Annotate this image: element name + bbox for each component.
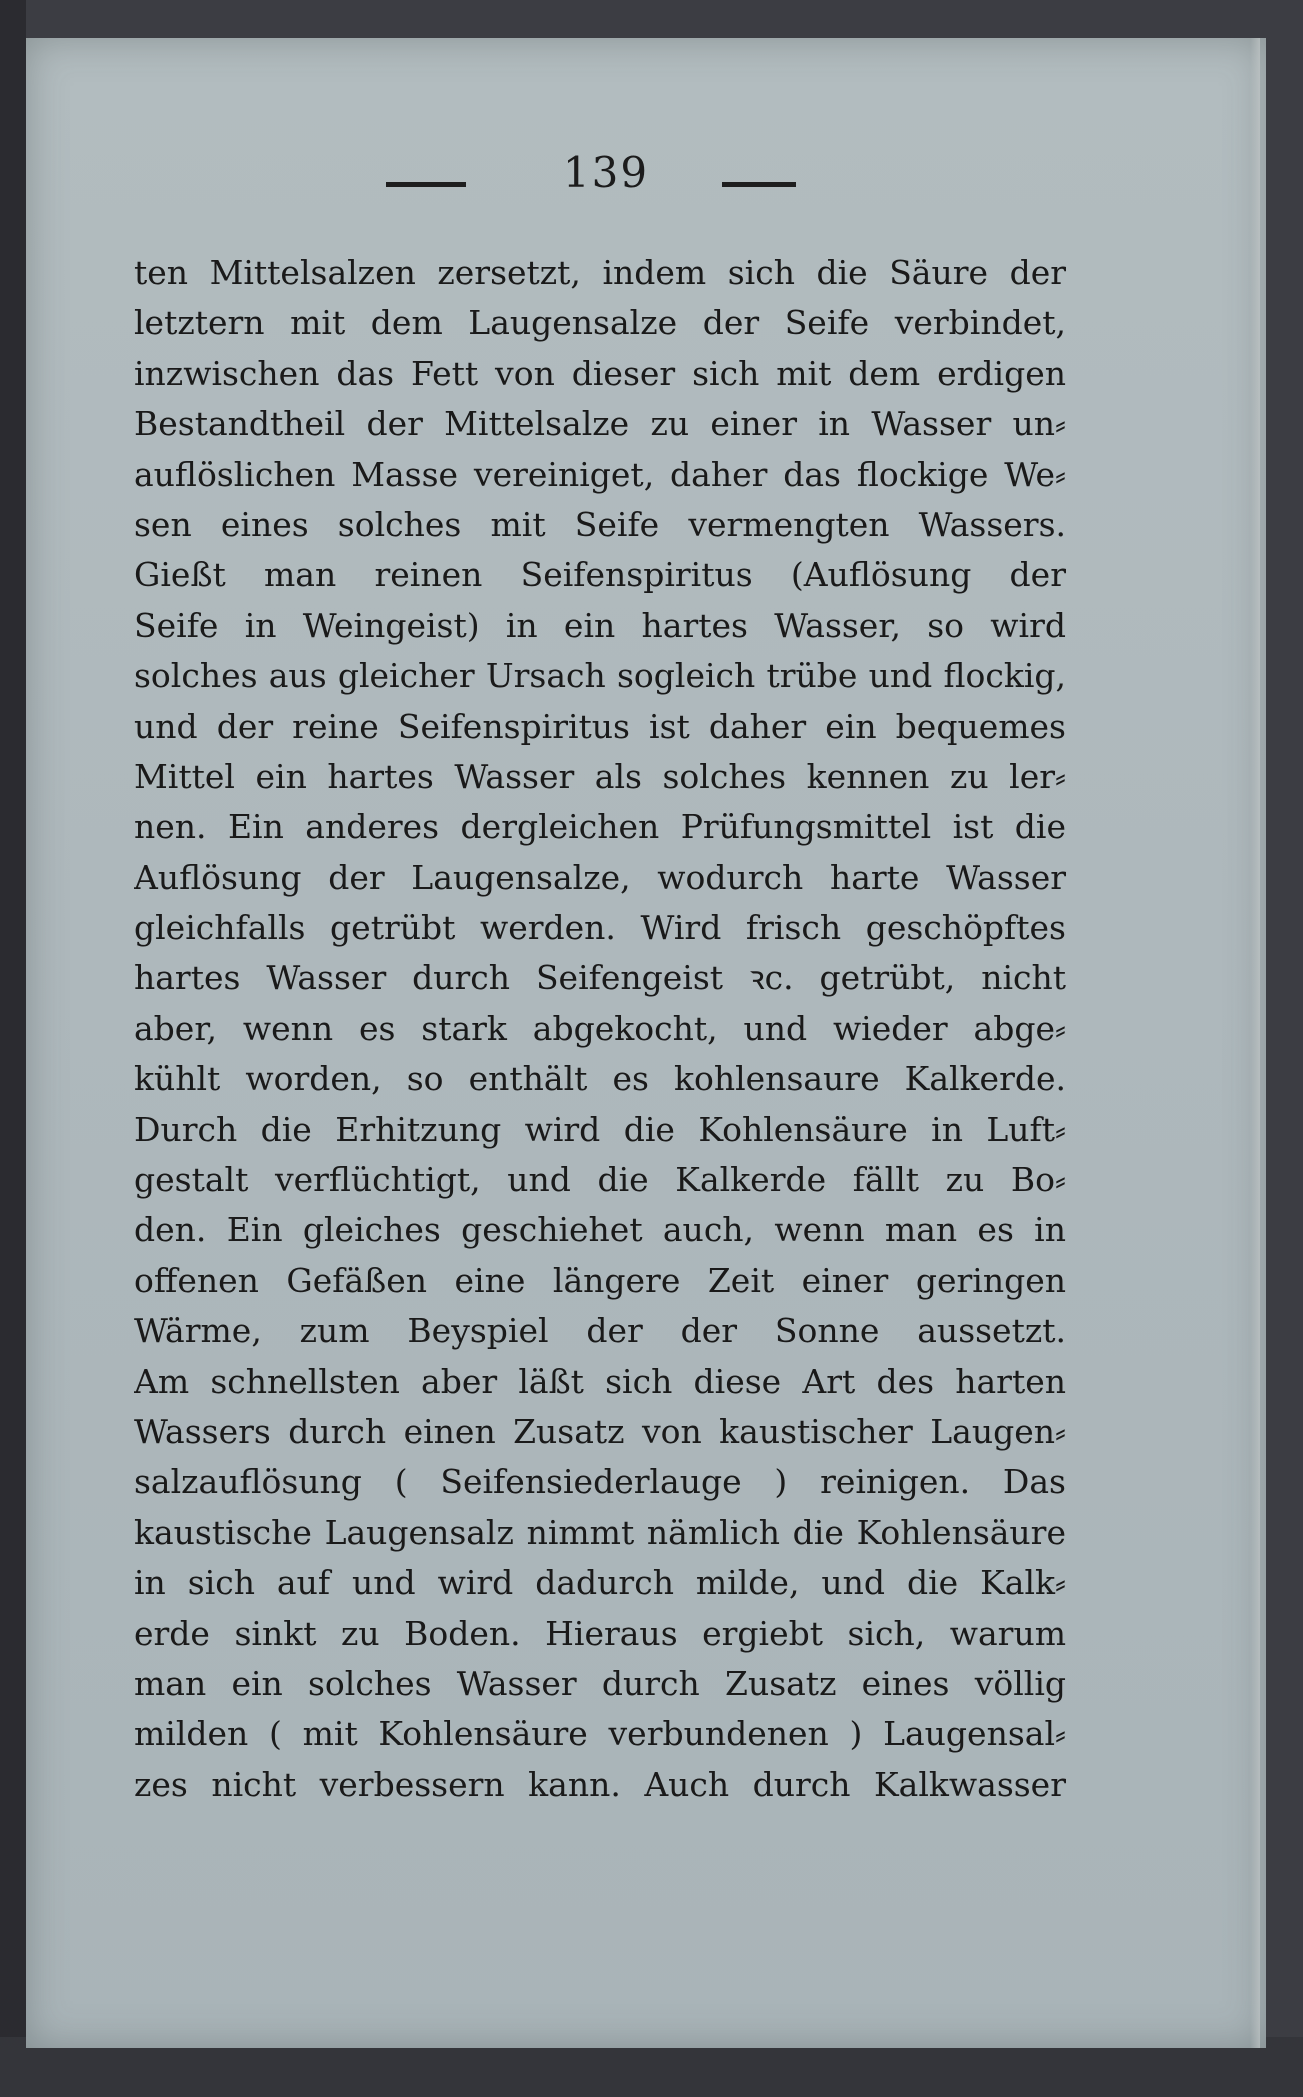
text-line: Bestandtheil der Mittelsalze zu einer in Wasser un⸗	[134, 404, 1066, 444]
text-line: auflöslichen Masse vereiniget, daher das flockige We⸗	[134, 454, 1066, 494]
text-line: gestalt verflüchtigt, und die Kalkerde fällt zu Bo⸗	[134, 1160, 1066, 1200]
text-line: Gießt man reinen Seifenspiritus (Auflösung der	[134, 555, 1066, 595]
book-spine	[0, 0, 26, 2097]
page-header	[26, 148, 1266, 218]
text-line: Am schnellsten aber läßt sich diese Art des harten	[134, 1361, 1066, 1401]
page-edge	[1250, 38, 1260, 2048]
body-text	[134, 248, 1066, 1810]
text-line: milden ( mit Kohlensäure verbundenen ) Laugensal⸗	[134, 1714, 1066, 1754]
text-line: Wärme, zum Beyspiel der der Sonne aussetzt.	[134, 1311, 1066, 1351]
text-line: sen eines solches mit Seife vermengten Wassers.	[134, 504, 1066, 544]
header-dash-right	[722, 182, 796, 187]
text-line: ten Mittelsalzen zersetzt, indem sich die Säure der	[134, 253, 1066, 292]
text-line: in sich auf und wird dadurch milde, und die Kalk⸗	[134, 1563, 1066, 1603]
text-line: und der reine Seifenspiritus ist daher ein bequemes	[134, 706, 1066, 746]
text-line: letztern mit dem Laugensalze der Seife verbindet,	[134, 303, 1066, 343]
text-line: kaustische Laugensalz nimmt nämlich die Kohlensäure	[134, 1512, 1066, 1552]
text-line: offenen Gefäßen eine längere Zeit einer geringen	[134, 1260, 1066, 1300]
text-line: solches aus gleicher Ursach sogleich trübe und flockig,	[134, 656, 1066, 696]
text-line: Wassers durch einen Zusatz von kaustischer Laugen⸗	[134, 1411, 1066, 1451]
text-line: Auflösung der Laugensalze, wodurch harte Wasser	[134, 857, 1066, 897]
text-line: salzauflösung ( Seifensiederlauge ) reinigen. Das	[134, 1462, 1066, 1502]
book-page	[26, 38, 1266, 2048]
text-line: Seife in Weingeist) in ein hartes Wasser, so wird	[134, 605, 1066, 645]
text-line: man ein solches Wasser durch Zusatz eines völlig	[134, 1663, 1066, 1703]
text-line: den. Ein gleiches geschiehet auch, wenn man es in	[134, 1210, 1066, 1250]
text-line: hartes Wasser durch Seifengeist ꝛc. getrübt, nicht	[134, 958, 1066, 998]
text-line: Durch die Erhitzung wird die Kohlensäure in Luft⸗	[134, 1109, 1066, 1149]
text-line: inzwischen das Fett von dieser sich mit dem erdigen	[134, 353, 1066, 393]
text-line: kühlt worden, so enthält es kohlensaure Kalkerde.	[134, 1059, 1066, 1099]
text-line: erde sinkt zu Boden. Hieraus ergiebt sich, warum	[134, 1613, 1066, 1653]
header-dash-left	[386, 182, 466, 187]
text-line: zes nicht verbessern kann. Auch durch Kalkwasser	[134, 1764, 1066, 1804]
page-number: 139	[562, 148, 650, 197]
text-line: nen. Ein anderes dergleichen Prüfungsmittel ist die	[134, 807, 1066, 847]
text-line: gleichfalls getrübt werden. Wird frisch geschöpftes	[134, 908, 1066, 948]
text-line: Mittel ein hartes Wasser als solches kennen zu ler⸗	[134, 756, 1066, 796]
text-line: aber, wenn es stark abgekocht, und wieder abge⸗	[134, 1008, 1066, 1048]
